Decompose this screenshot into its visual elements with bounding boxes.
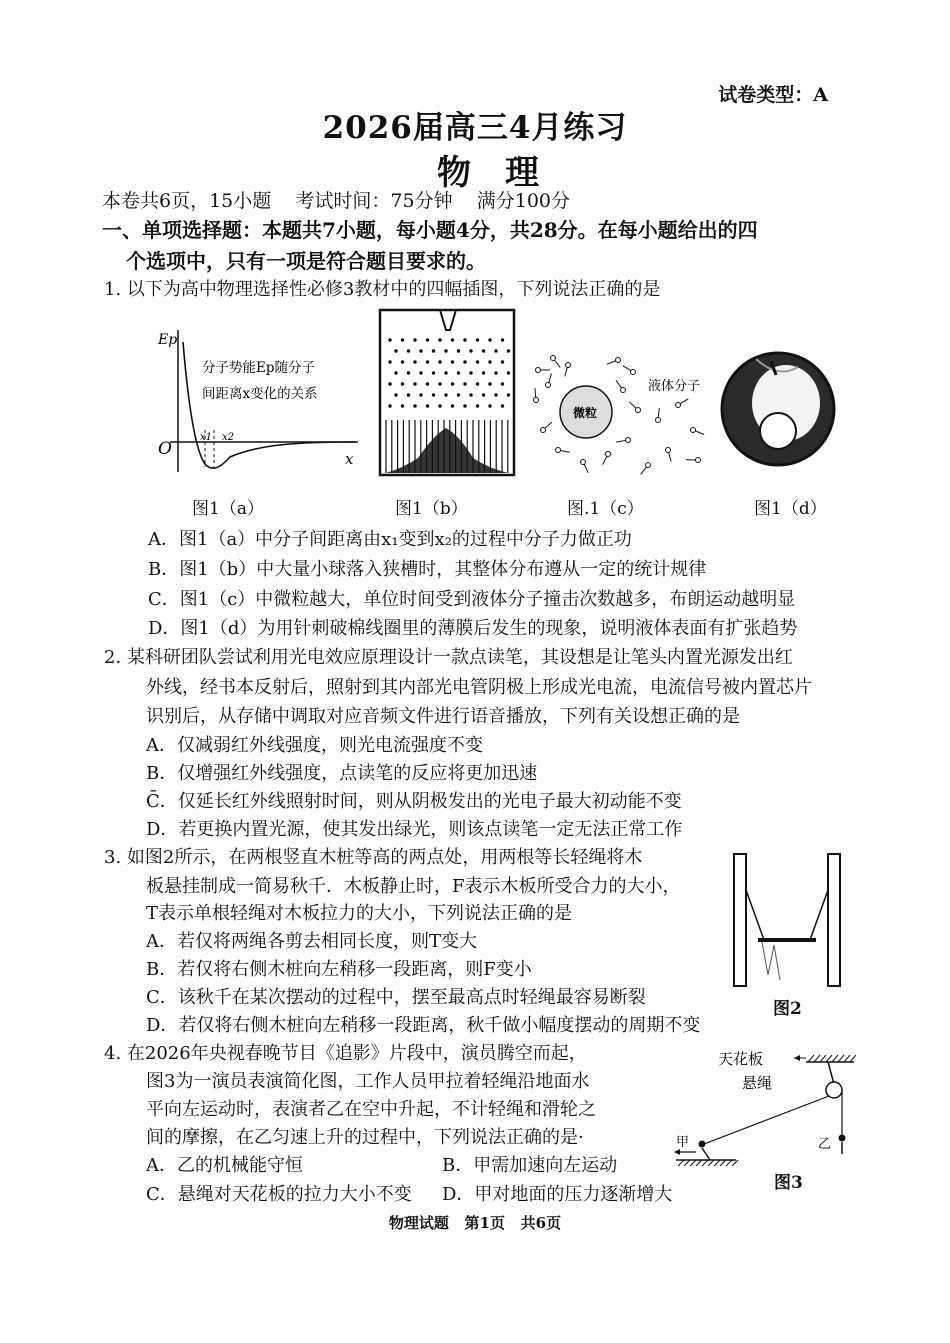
q4-line-4: 间的摩擦，在乙匀速上升的过程中，下列说法正确的是· (146, 1127, 584, 1148)
exam-title: 2026届高三4月练习 (322, 110, 628, 146)
figure-3-pulley-setup (666, 1044, 856, 1174)
subject-title: 物理 (437, 153, 573, 193)
q1-stem: 1. 以下为高中物理选择性必修3教材中的四幅插图，下列说法正确的是 (104, 279, 661, 300)
q4-line-3: 平向左运动时，表演者乙在空中升起，不计轻绳和滑轮之 (146, 1099, 596, 1120)
section-heading-line2: 个选项中，只有一项是符合题目要求的。 (126, 249, 486, 273)
fig1d-caption: 图1（d） (754, 499, 827, 519)
section-heading-line1: 一、单项选择题：本题共7小题，每小题4分，共28分。在每小题给出的四 (102, 218, 758, 242)
fig1c-molecule-label: 液体分子 (648, 379, 701, 394)
fig3-jia-label: 甲 (676, 1135, 690, 1150)
section-heading (102, 215, 842, 277)
q3-option-a: A．若仅将两绳各剪去相同长度，则T变大 (146, 931, 478, 952)
fig1a-text1: 分子势能Ep随分子 (202, 360, 315, 376)
q1-option-a: A．图1（a）中分子间距离由x₁变到x₂的过程中分子力做正功 (148, 529, 632, 550)
q2-option-b: B．仅增强红外线强度，点读笔的反应将更加迅速 (146, 763, 538, 784)
q1-option-b: B．图1（b）中大量小球落入狭槽时，其整体分布遵从一定的统计规律 (148, 559, 707, 580)
q4-option-c: C．悬绳对天花板的拉力大小不变 (146, 1184, 412, 1205)
fig1a-x1: x1 (200, 432, 213, 443)
q3-option-c: C．该秋千在某次摆动的过程中，摆至最高点时轻绳最容易断裂 (146, 987, 646, 1008)
figure-1c-brownian-motion (528, 350, 718, 478)
paper-type-label: 试卷类型：A (718, 84, 828, 106)
q3-option-d: D．若仅将右侧木桩向左稍移一段距离，秋千做小幅度摆动的周期不变 (146, 1015, 701, 1036)
exam-meta: 本卷共6页，15小题 考试时间：75分钟 满分100分 (102, 190, 571, 212)
q2-line-2: 外线，经书本反射后，照射到其内部光电管阴极上形成光电流，电流信号被内置芯片 (146, 677, 812, 698)
fig1a-xlabel: x (345, 450, 354, 468)
q2-option-c: C̄．仅延长红外线照射时间，则从阴极发出的光电子最大初动能不变 (146, 791, 682, 812)
fig3-caption: 图3 (774, 1173, 803, 1193)
fig1b-caption: 图1（b） (395, 499, 468, 519)
figure-1b-galton-board (378, 308, 518, 478)
fig1a-caption: 图1（a） (192, 499, 264, 519)
fig3-ceiling-label: 天花板 (718, 1050, 764, 1068)
q3-line-2: 板悬挂制成一简易秋千．木板静止时，F表示木板所受合力的大小， (146, 876, 681, 897)
figure-2-swing (728, 850, 844, 988)
fig3-rope-label: 悬绳 (742, 1074, 773, 1092)
q1-option-c: C．图1（c）中微粒越大，单位时间受到液体分子撞击次数越多，布朗运动越明显 (148, 589, 796, 610)
fig3-yi-label: 乙 (818, 1137, 832, 1152)
q2-option-d: D．若更换内置光源，使其发出绿光，则该点读笔一定无法正常工作 (146, 819, 683, 840)
q4-option-b: B．甲需加速向左运动 (442, 1155, 618, 1176)
q2-line-3: 识别后，从存储中调取对应音频文件进行语音播放，下列有关设想正确的是 (146, 706, 740, 727)
q3-line-3: T表示单根轻绳对木板拉力的大小，下列说法正确的是 (146, 903, 573, 924)
fig1a-origin: O (158, 439, 172, 459)
q2-option-a: A．仅减弱红外线强度，则光电流强度不变 (146, 735, 483, 756)
page-footer: 物理试题 第1页 共6页 (388, 1214, 562, 1232)
q3-option-b: B．若仅将右侧木桩向左稍移一段距离，则F变小 (146, 959, 532, 980)
fig1a-ylabel: Ep (158, 332, 178, 348)
q4-line-2: 图3为一演员表演简化图，工作人员甲拉着轻绳沿地面水 (146, 1071, 590, 1092)
q4-option-a: A．乙的机械能守恒 (146, 1155, 303, 1176)
q2-line-1: 2. 某科研团队尝试利用光电效应原理设计一款点读笔，其设想是让笔头内置光源发出红 (104, 647, 793, 668)
fig2-caption: 图2 (773, 999, 802, 1019)
fig1a-x2: x2 (222, 432, 235, 443)
q1-option-d: D．图1（d）为用针刺破棉线圈里的薄膜后发生的现象，说明液体表面有扩张趋势 (148, 618, 798, 639)
q3-line-1: 3. 如图2所示，在两根竖直木桩等高的两点处，用两根等长轻绳将木 (104, 847, 643, 868)
figure-1a-potential-energy-graph (150, 322, 365, 482)
fig1a-text2: 间距离x变化的关系 (202, 386, 318, 402)
fig1c-caption: 图.1（c） (567, 499, 644, 519)
figure-1d-soap-film-ring (716, 345, 840, 473)
q4-option-d: D．甲对地面的压力逐渐增大 (442, 1184, 673, 1205)
q4-line-1: 4. 在2026年央视春晚节目《追影》片段中，演员腾空而起， (104, 1043, 587, 1064)
fig1c-particle-label: 微粒 (573, 406, 598, 420)
